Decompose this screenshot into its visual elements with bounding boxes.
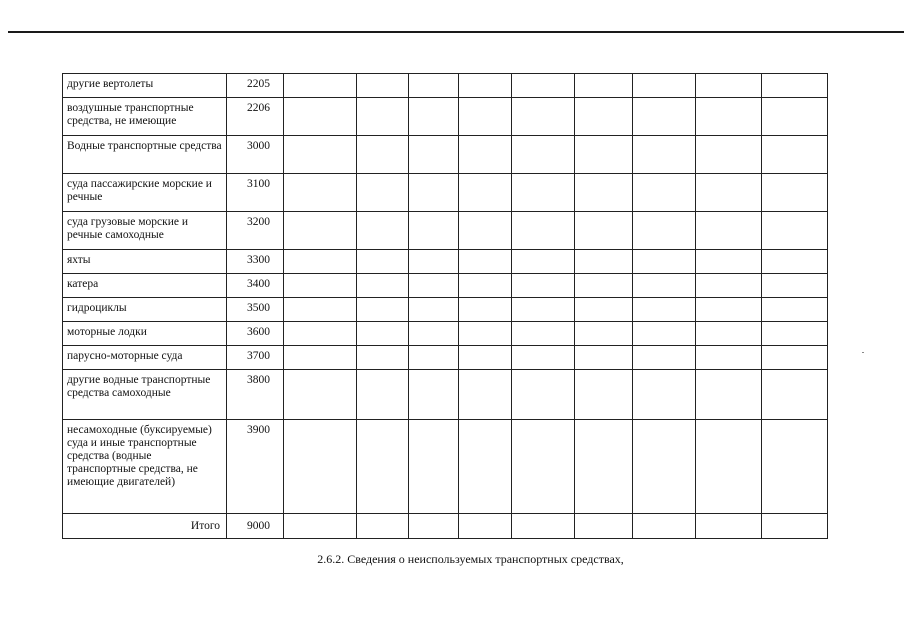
empty-cell xyxy=(762,74,828,98)
row-name: моторные лодки xyxy=(63,322,227,346)
empty-cell xyxy=(357,420,409,514)
empty-cell xyxy=(512,370,575,420)
empty-cell xyxy=(357,98,409,136)
empty-cell xyxy=(575,346,633,370)
empty-cell xyxy=(459,250,512,274)
empty-cell xyxy=(633,74,696,98)
empty-cell xyxy=(459,98,512,136)
empty-cell xyxy=(459,298,512,322)
empty-cell xyxy=(575,174,633,212)
empty-cell xyxy=(284,174,357,212)
empty-cell xyxy=(357,212,409,250)
table-row xyxy=(63,98,828,136)
table-row xyxy=(63,298,828,322)
empty-cell xyxy=(284,420,357,514)
empty-cell xyxy=(409,370,459,420)
empty-cell xyxy=(575,370,633,420)
empty-cell xyxy=(409,136,459,174)
empty-cell xyxy=(512,74,575,98)
row-name: Водные транспортные средства xyxy=(63,136,227,174)
empty-cell xyxy=(762,250,828,274)
empty-cell xyxy=(459,322,512,346)
empty-cell xyxy=(575,136,633,174)
table-row xyxy=(63,346,828,370)
row-code: 3000 xyxy=(227,136,284,174)
empty-cell xyxy=(762,322,828,346)
empty-cell xyxy=(357,250,409,274)
row-name: несамоходные (буксируемые) суда и иные транспортные средства (водные транспортные средства, не имеющие двигателей) xyxy=(63,420,227,514)
empty-cell xyxy=(633,212,696,250)
empty-cell xyxy=(633,298,696,322)
table-row xyxy=(63,136,828,174)
empty-cell xyxy=(357,346,409,370)
row-name: яхты xyxy=(63,250,227,274)
empty-cell xyxy=(409,298,459,322)
table-body xyxy=(63,74,828,539)
empty-cell xyxy=(575,250,633,274)
table-row xyxy=(63,250,828,274)
empty-cell xyxy=(575,74,633,98)
empty-cell xyxy=(696,74,762,98)
empty-cell xyxy=(633,174,696,212)
row-name: другие вертолеты xyxy=(63,74,227,98)
row-name: суда пассажирские морские и речные xyxy=(63,174,227,212)
table-row xyxy=(63,212,828,250)
empty-cell xyxy=(284,346,357,370)
empty-cell xyxy=(575,212,633,250)
row-name: парусно-моторные суда xyxy=(63,346,227,370)
empty-cell xyxy=(409,174,459,212)
empty-cell xyxy=(575,274,633,298)
empty-cell xyxy=(633,274,696,298)
empty-cell xyxy=(696,174,762,212)
row-name: воздушные транспортные средства, не имеющие xyxy=(63,98,227,136)
empty-cell xyxy=(459,420,512,514)
empty-cell xyxy=(762,174,828,212)
row-code: 3600 xyxy=(227,322,284,346)
empty-cell xyxy=(409,250,459,274)
empty-cell xyxy=(357,322,409,346)
table-row xyxy=(63,174,828,212)
row-name: катера xyxy=(63,274,227,298)
empty-cell xyxy=(696,250,762,274)
empty-cell xyxy=(409,514,459,539)
empty-cell xyxy=(284,274,357,298)
total-code: 9000 xyxy=(227,514,284,539)
empty-cell xyxy=(512,346,575,370)
empty-cell xyxy=(284,98,357,136)
empty-cell xyxy=(284,298,357,322)
empty-cell xyxy=(633,420,696,514)
empty-cell xyxy=(459,174,512,212)
empty-cell xyxy=(357,74,409,98)
row-code: 3700 xyxy=(227,346,284,370)
empty-cell xyxy=(409,98,459,136)
section-caption: 2.6.2. Сведения о неиспользуемых транспортных средствах, xyxy=(317,552,624,566)
empty-cell xyxy=(357,514,409,539)
empty-cell xyxy=(696,298,762,322)
empty-cell xyxy=(762,136,828,174)
scan-speck xyxy=(862,352,864,353)
table-row xyxy=(63,370,828,420)
empty-cell xyxy=(284,74,357,98)
empty-cell xyxy=(284,322,357,346)
row-code: 3800 xyxy=(227,370,284,420)
empty-cell xyxy=(409,274,459,298)
empty-cell xyxy=(575,420,633,514)
empty-cell xyxy=(762,212,828,250)
empty-cell xyxy=(357,274,409,298)
empty-cell xyxy=(357,298,409,322)
row-code: 3200 xyxy=(227,212,284,250)
empty-cell xyxy=(357,370,409,420)
empty-cell xyxy=(633,370,696,420)
empty-cell xyxy=(512,212,575,250)
empty-cell xyxy=(696,212,762,250)
empty-cell xyxy=(762,370,828,420)
vehicles-table xyxy=(62,73,828,539)
empty-cell xyxy=(284,514,357,539)
empty-cell xyxy=(459,370,512,420)
empty-cell xyxy=(459,346,512,370)
row-code: 2206 xyxy=(227,98,284,136)
empty-cell xyxy=(633,322,696,346)
empty-cell xyxy=(696,136,762,174)
empty-cell xyxy=(284,370,357,420)
empty-cell xyxy=(633,136,696,174)
empty-cell xyxy=(512,98,575,136)
empty-cell xyxy=(284,136,357,174)
row-code: 3500 xyxy=(227,298,284,322)
empty-cell xyxy=(357,174,409,212)
empty-cell xyxy=(575,98,633,136)
empty-cell xyxy=(696,274,762,298)
empty-cell xyxy=(762,514,828,539)
empty-cell xyxy=(633,514,696,539)
empty-cell xyxy=(762,298,828,322)
empty-cell xyxy=(459,136,512,174)
header-rule xyxy=(8,31,904,33)
row-code: 3400 xyxy=(227,274,284,298)
empty-cell xyxy=(575,322,633,346)
empty-cell xyxy=(696,322,762,346)
empty-cell xyxy=(512,174,575,212)
total-row xyxy=(63,514,828,539)
empty-cell xyxy=(512,274,575,298)
empty-cell xyxy=(409,212,459,250)
empty-cell xyxy=(512,136,575,174)
empty-cell xyxy=(409,346,459,370)
empty-cell xyxy=(512,250,575,274)
empty-cell xyxy=(762,274,828,298)
table-row xyxy=(63,274,828,298)
empty-cell xyxy=(762,420,828,514)
empty-cell xyxy=(696,370,762,420)
empty-cell xyxy=(696,514,762,539)
empty-cell xyxy=(459,274,512,298)
row-code: 2205 xyxy=(227,74,284,98)
empty-cell xyxy=(512,298,575,322)
empty-cell xyxy=(512,420,575,514)
empty-cell xyxy=(357,136,409,174)
empty-cell xyxy=(696,346,762,370)
empty-cell xyxy=(633,98,696,136)
empty-cell xyxy=(575,298,633,322)
empty-cell xyxy=(459,212,512,250)
empty-cell xyxy=(633,346,696,370)
row-code: 3100 xyxy=(227,174,284,212)
row-code: 3300 xyxy=(227,250,284,274)
empty-cell xyxy=(696,420,762,514)
empty-cell xyxy=(409,420,459,514)
empty-cell xyxy=(512,514,575,539)
empty-cell xyxy=(512,322,575,346)
empty-cell xyxy=(459,514,512,539)
empty-cell xyxy=(696,98,762,136)
table-row xyxy=(63,420,828,514)
empty-cell xyxy=(762,98,828,136)
table-row xyxy=(63,322,828,346)
empty-cell xyxy=(762,346,828,370)
row-name: другие водные транспортные средства самоходные xyxy=(63,370,227,420)
row-name: суда грузовые морские и речные самоходные xyxy=(63,212,227,250)
empty-cell xyxy=(284,250,357,274)
empty-cell xyxy=(409,322,459,346)
table-row xyxy=(63,74,828,98)
empty-cell xyxy=(409,74,459,98)
empty-cell xyxy=(575,514,633,539)
empty-cell xyxy=(459,74,512,98)
empty-cell xyxy=(284,212,357,250)
row-name: гидроциклы xyxy=(63,298,227,322)
row-code: 3900 xyxy=(227,420,284,514)
empty-cell xyxy=(633,250,696,274)
total-label: Итого xyxy=(63,514,227,539)
